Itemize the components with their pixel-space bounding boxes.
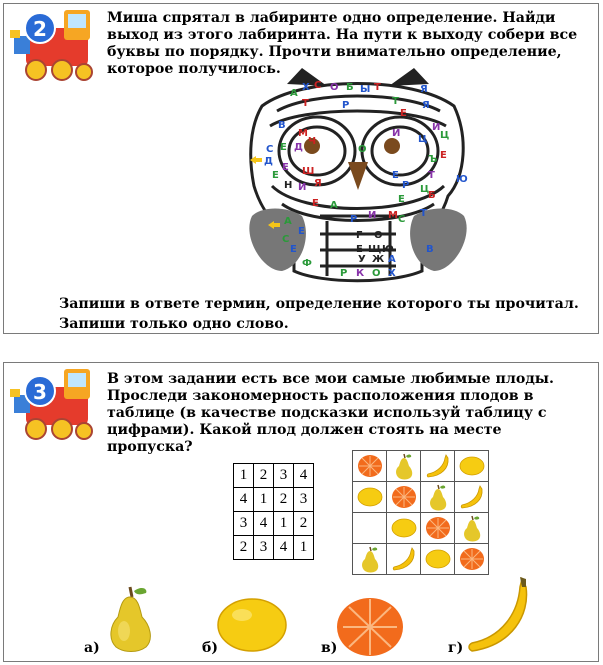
svg-text:С: С (266, 144, 274, 155)
exit-arrow-icon (268, 221, 280, 229)
banana-icon (425, 453, 451, 479)
fruit-cell-pear (455, 513, 489, 544)
svg-text:А: А (388, 254, 396, 265)
svg-text:О: О (358, 144, 367, 155)
svg-text:Г: Г (356, 230, 363, 241)
svg-text:Ж: Ж (372, 254, 385, 265)
owl-maze-icon (242, 66, 474, 288)
svg-text:Я: Я (420, 84, 428, 95)
grid-cell: 1 (294, 536, 314, 560)
svg-text:Т: Т (428, 170, 435, 181)
lemon-icon (214, 595, 290, 655)
svg-text:М: М (298, 128, 308, 139)
fruit-cell-orange (387, 482, 421, 513)
orange-icon (391, 485, 417, 509)
instruction-line-2: Запиши только одно слово. (59, 316, 289, 332)
pear-icon (427, 483, 449, 511)
grid-cell: 2 (294, 512, 314, 536)
orange-icon (357, 454, 383, 478)
svg-text:Р: Р (340, 268, 348, 279)
pear-icon (102, 583, 158, 653)
instruction-line-1: Запиши в ответе термин, определение которого ты прочитал. (59, 296, 579, 312)
fruit-cell-banana (421, 451, 455, 482)
svg-text:Ъ: Ъ (428, 154, 438, 165)
grid-cell: 3 (294, 488, 314, 512)
svg-text:Р: Р (350, 214, 358, 225)
pear-icon (359, 545, 381, 573)
svg-text:С: С (314, 80, 322, 91)
svg-text:О: О (330, 82, 339, 93)
fruit-cell-lemon (353, 482, 387, 513)
grid-cell: 4 (234, 488, 254, 512)
answer-option-a[interactable] (84, 585, 164, 660)
task-number: 2 (33, 17, 47, 41)
svg-text:А: А (284, 216, 292, 227)
fruit-grid (352, 450, 489, 575)
train-badge-icon (6, 365, 101, 443)
svg-text:С: С (282, 234, 290, 245)
svg-text:Р: Р (402, 180, 410, 191)
svg-text:Б: Б (428, 190, 436, 201)
fruit-cell-orange (353, 451, 387, 482)
svg-text:А: А (330, 200, 338, 211)
svg-text:И: И (432, 122, 441, 133)
grid-cell: 2 (274, 488, 294, 512)
svg-text:Т: Т (392, 96, 399, 107)
answer-label: г) (448, 640, 464, 656)
svg-text:Е: Е (280, 142, 287, 153)
svg-text:Ю: Ю (382, 244, 394, 255)
grid-cell: 1 (274, 512, 294, 536)
pear-icon (393, 452, 415, 480)
pear-icon (461, 514, 483, 542)
svg-text:Т: Т (420, 208, 427, 219)
svg-text:М: М (388, 210, 398, 221)
svg-text:С: С (398, 214, 406, 225)
svg-text:Ф: Ф (302, 258, 312, 269)
answer-label: б) (202, 640, 218, 656)
svg-text:Е: Е (290, 244, 297, 255)
task-2-card (3, 3, 599, 334)
svg-text:Н: Н (284, 180, 293, 191)
svg-text:В: В (426, 244, 434, 255)
svg-text:И: И (298, 182, 307, 193)
svg-text:Р: Р (342, 100, 350, 111)
svg-text:Х: Х (302, 82, 310, 93)
task-3-card (3, 362, 599, 662)
fruit-cell-lemon (387, 513, 421, 544)
svg-text:Ц: Ц (418, 134, 428, 145)
orange-icon (335, 595, 405, 657)
answer-option-b[interactable] (202, 585, 302, 660)
grid-cell: 2 (254, 464, 274, 488)
grid-cell: 1 (254, 488, 274, 512)
banana-icon (459, 484, 485, 510)
fruit-cell-lemon (455, 451, 489, 482)
banana-icon (391, 546, 417, 572)
svg-text:Я: Я (314, 178, 322, 189)
fruit-cell-orange (455, 544, 489, 575)
answer-option-d[interactable] (448, 585, 548, 660)
svg-text:Я: Я (422, 100, 430, 111)
svg-text:Е: Е (356, 244, 363, 255)
svg-text:Щ: Щ (368, 244, 382, 255)
number-grid (233, 463, 314, 560)
task-number: 3 (33, 380, 47, 404)
svg-text:О: О (372, 268, 381, 279)
grid-cell: 1 (234, 464, 254, 488)
svg-text:Е: Е (440, 150, 447, 161)
grid-cell: 4 (274, 536, 294, 560)
svg-text:Е: Е (392, 170, 399, 181)
svg-text:Д: Д (264, 156, 273, 167)
svg-text:Е: Е (400, 108, 407, 119)
fruit-cell-pear (353, 544, 387, 575)
svg-text:Т: Т (374, 82, 381, 93)
task-2-text: Миша спрятал в лабиринте одно определение. Найди выход из этого лабиринта. На пути к выходу собери все буквы по порядку. Прочти внимательно определение, которое получилось. (107, 10, 578, 77)
svg-text:И: И (392, 128, 401, 139)
banana-icon (464, 575, 534, 657)
svg-text:Ю: Ю (456, 174, 468, 185)
grid-cell: 4 (294, 464, 314, 488)
lemon-icon (425, 549, 451, 569)
svg-text:Ш: Ш (302, 166, 315, 177)
svg-text:Е: Е (298, 226, 305, 237)
svg-text:Д: Д (294, 142, 303, 153)
fruit-cell-banana (455, 482, 489, 513)
svg-text:Ы: Ы (360, 84, 371, 95)
train-badge-icon (6, 6, 101, 84)
answer-label: а) (84, 640, 100, 656)
fruit-cell-banana (387, 544, 421, 575)
svg-text:Ч: Ч (308, 136, 317, 147)
svg-text:В: В (278, 120, 286, 131)
svg-text:Ц: Ц (420, 184, 430, 195)
answer-label: в) (321, 640, 338, 656)
orange-icon (459, 547, 485, 571)
grid-cell: 3 (234, 512, 254, 536)
fruit-cell-lemon (421, 544, 455, 575)
grid-cell: 3 (274, 464, 294, 488)
svg-text:Е: Е (398, 194, 405, 205)
svg-text:Е: Е (272, 170, 279, 181)
svg-text:Х: Х (388, 268, 396, 279)
grid-cell: 2 (234, 536, 254, 560)
lemon-icon (357, 487, 383, 507)
task-3-text: В этом задании есть все мои самые любимые плоды. Проследи закономерность расположения плодов в таблице (в качестве подсказки используй таблицу с цифрами). Какой плод должен стоять на месте пропуска? (107, 371, 554, 455)
grid-cell: 3 (254, 536, 274, 560)
svg-text:Ц: Ц (440, 130, 450, 141)
svg-text:Т: Т (302, 98, 309, 109)
svg-text:У: У (358, 254, 366, 265)
fruit-cell-orange (421, 513, 455, 544)
lemon-icon (459, 456, 485, 476)
grid-cell: 4 (254, 512, 274, 536)
fruit-cell-empty (353, 513, 387, 544)
svg-text:Е: Е (312, 198, 319, 209)
fruit-cell-pear (421, 482, 455, 513)
lemon-icon (391, 518, 417, 538)
fruit-cell-pear (387, 451, 421, 482)
svg-text:А: А (290, 88, 298, 99)
svg-text:О: О (374, 230, 383, 241)
svg-text:Б: Б (346, 82, 354, 93)
svg-text:Е: Е (282, 162, 289, 173)
answer-option-c[interactable] (321, 585, 416, 660)
svg-text:К: К (356, 268, 365, 279)
entry-arrow-icon (250, 156, 262, 164)
svg-text:И: И (368, 210, 377, 221)
orange-icon (425, 516, 451, 540)
